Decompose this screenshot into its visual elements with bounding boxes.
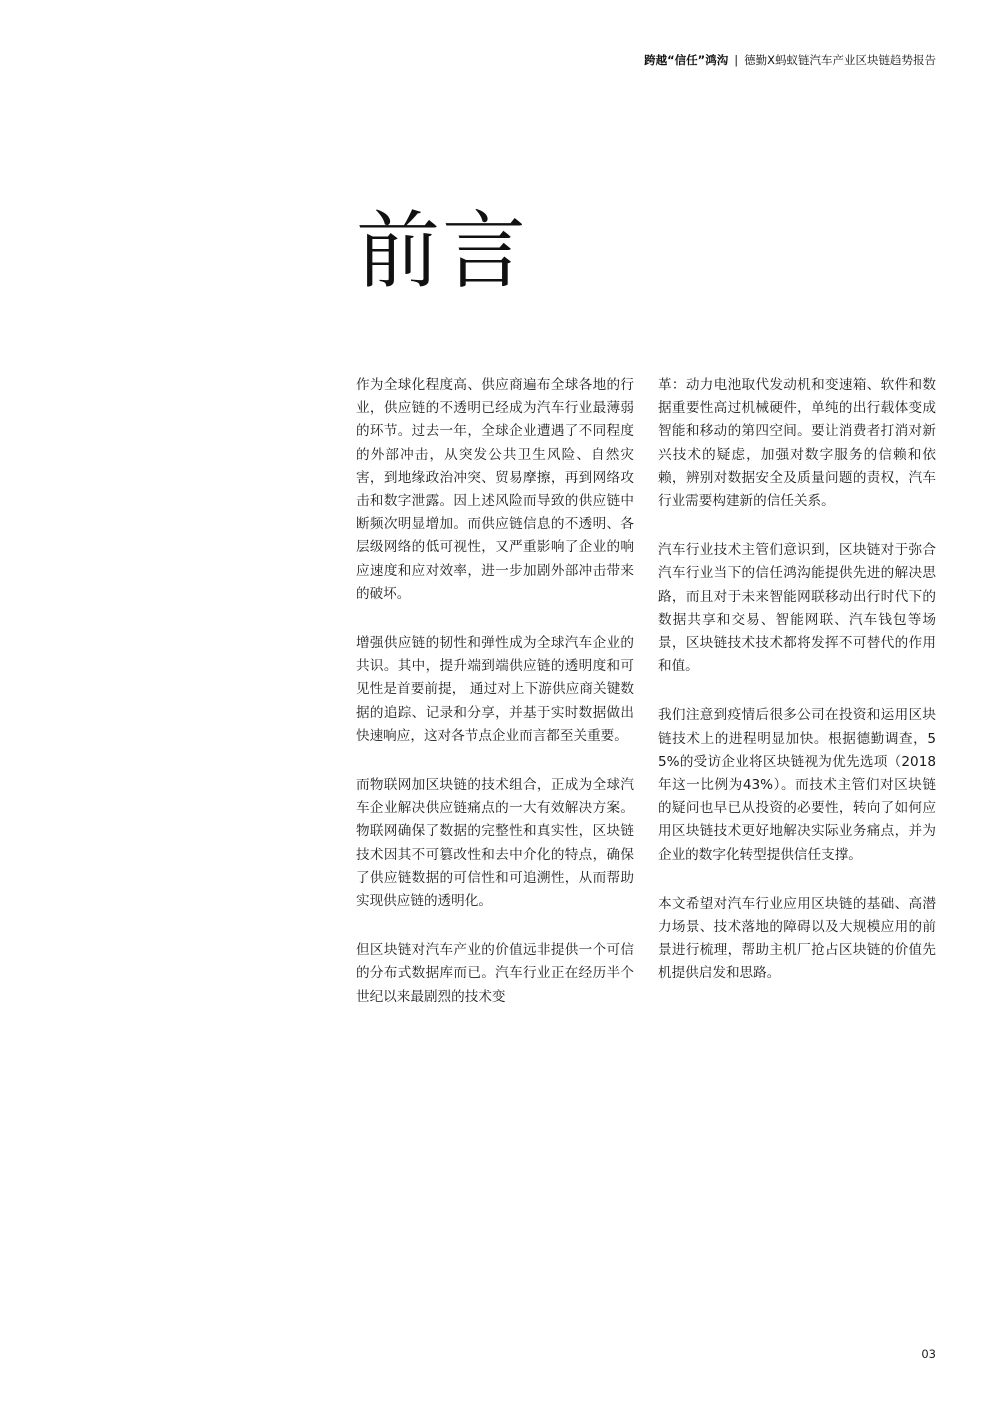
right-paragraph-4: 本文希望对汽车行业应用区块链的基础、高潜力场景、技术落地的障碍以及大规模应用的前景进行梳理，帮助主机厂抢占区块链的价值先机提供启发和思路。: [658, 895, 936, 982]
left-paragraph-3: 而物联网加区块链的技术组合，正成为全球汽车企业解决供应链痛点的一大有效解决方案。物联网确保了数据的完整性和真实性，区块链技术因其不可篡改性和去中介化的特点，确保了供应链数据的可信性和可追溯性，从而帮助实现供应链的透明化。: [356, 777, 634, 910]
page-title: 前言: [356, 202, 529, 300]
left-paragraph-1: 作为全球化程度高、供应商遍布全球各地的行业，供应链的不透明已经成为汽车行业最薄弱的环节。过去一年，全球企业遭遇了不同程度的外部冲击，从突发公共卫生风险、自然灾害，到地缘政治冲突、贸易摩擦，再到网络攻击和数字泄露。因上述风险而导致的供应链中断频次明显增加。而供应链信息的不透明、各层级网络的低可视性，又严重影响了企业的响应速度和应对效率，进一步加剧外部冲击带来的破坏。: [356, 377, 634, 602]
header-report-subtitle: 德勤X蚂蚁链汽车产业区块链趋势报告: [744, 53, 936, 67]
right-paragraph-1: 革：动力电池取代发动机和变速箱、软件和数据重要性高过机械硬件，单纯的出行载体变成智能和移动的第四空间。要让消费者打消对新兴技术的疑虑，加强对数字服务的信赖和依赖，辨别对数据安全及质量问题的责权，汽车行业需要构建新的信任关系。: [658, 377, 936, 510]
left-text-column: [356, 374, 634, 1035]
right-text-column: [658, 374, 936, 1012]
right-paragraph-2: 汽车行业技术主管们意识到，区块链对于弥合汽车行业当下的信任鸿沟能提供先进的解决思路，而且对于未来智能网联移动出行时代下的数据共享和交易、智能网联、汽车钱包等场景，区块链技术技术都将发挥不可替代的作用和值。: [658, 542, 936, 675]
right-paragraph-3: 我们注意到疫情后很多公司在投资和运用区块链技术上的进程明显加快。根据德勤调查，55%的受访企业将区块链视为优先选项（2018年这一比例为43%）。而技术主管们对区块链的疑问也早已从投资的必要性，转向了如何应用区块链技术更好地解决实际业务痛点，并为企业的数字化转型提供信任支撑。: [658, 707, 936, 863]
header-separator: |: [734, 53, 739, 67]
page-number: 03: [921, 1347, 936, 1361]
left-paragraph-4: 但区块链对汽车产业的价值远非提供一个可信的分布式数据库而已。汽车行业正在经历半个世纪以来最剧烈的技术变: [356, 942, 634, 1005]
left-paragraph-2: 增强供应链的韧性和弹性成为全球汽车企业的共识。其中，提升端到端供应链的透明度和可见性是首要前提， 通过对上下游供应商关键数据的追踪、记录和分享，并基于实时数据做出快速响应，这对各节点企业而言都至关重要。: [356, 635, 634, 744]
header-report-title: 跨越“信任”鸿沟: [644, 53, 729, 67]
running-header: [644, 52, 936, 68]
